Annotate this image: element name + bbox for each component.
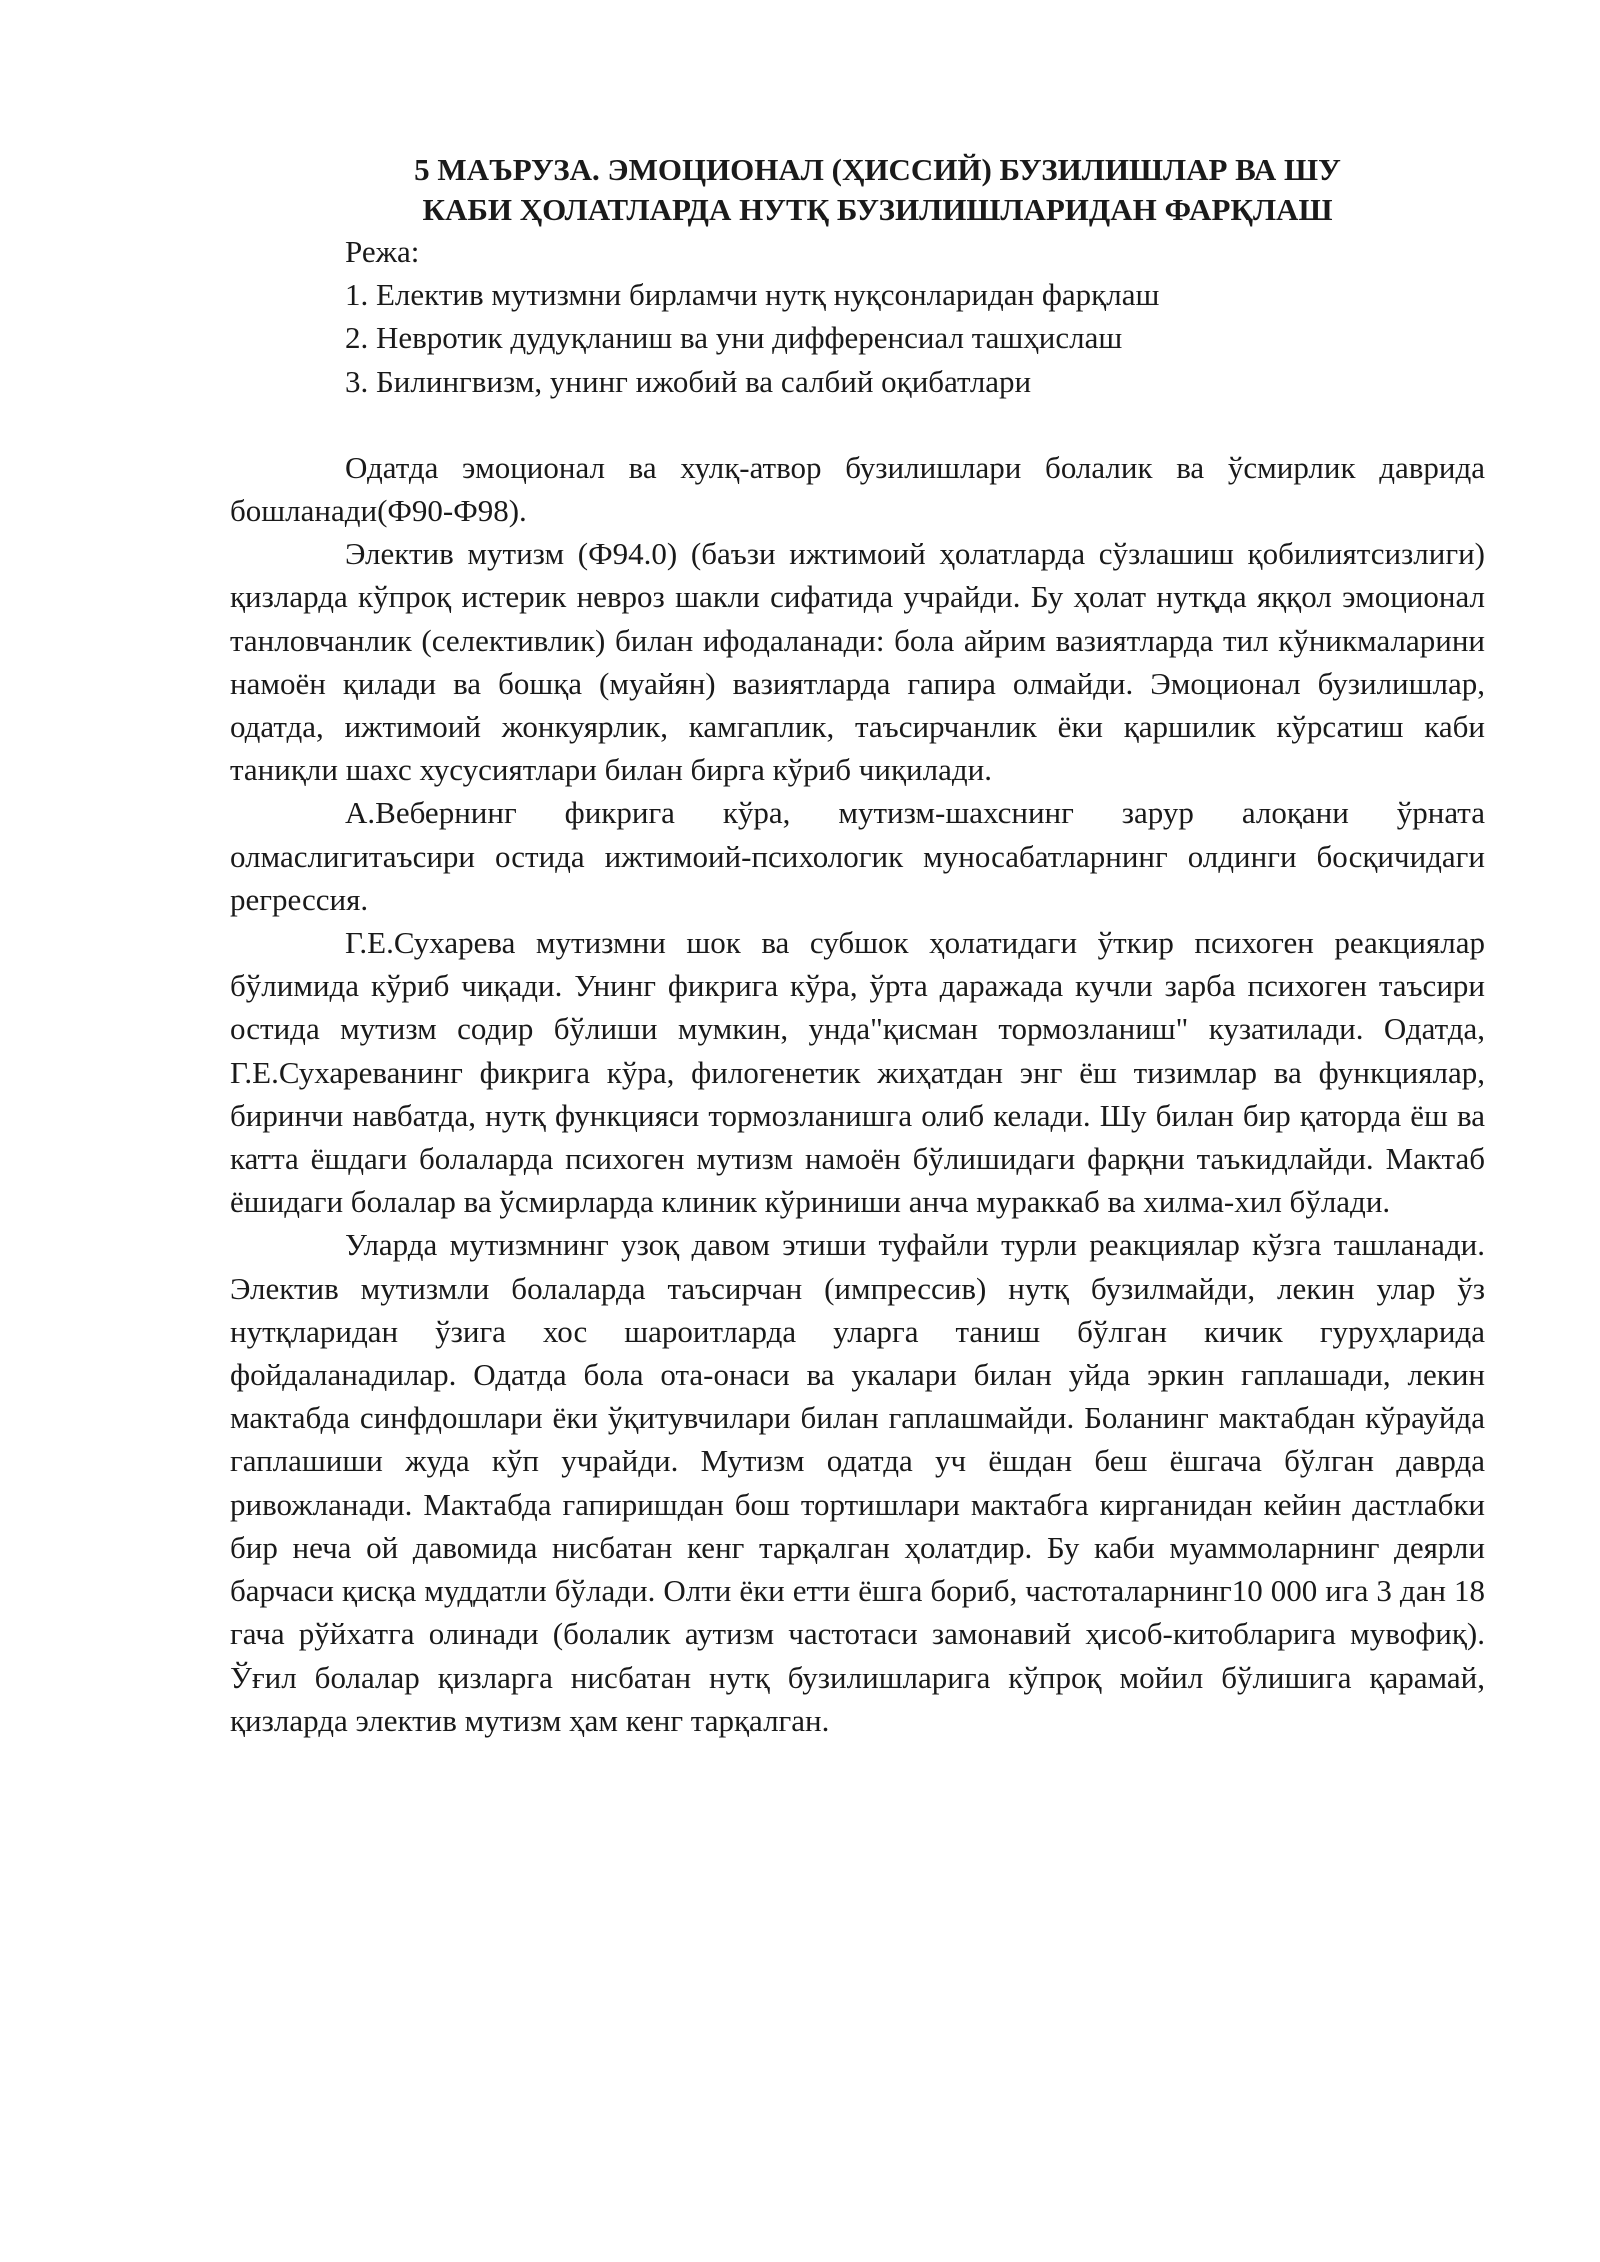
lecture-title bbox=[270, 150, 1485, 230]
title-line-2: КАБИ ҲОЛАТЛАРДА НУТҚ БУЗИЛИШЛАРИДАН ФАРҚЛАШ bbox=[422, 192, 1333, 227]
paragraph-5: Уларда мутизмнинг узоқ давом этиши туфайли турли реакциялар кўзга ташланади. Электив мутизмли болаларда таъсирчан (импрессив) нутқ бузилмайди, лекин улар ўз нутқларидан ўзига хос шароитларда уларга таниш бўлган кичик гуруҳларида фойдаланадилар. Одатда бола ота-онаси ва укалари билан уйда эркин гаплашади, лекин мактабда синфдошлари ёки ўқитувчилари билан гаплашмайди. Боланинг мактабдан кўрауйда гаплашиши жуда кўп учрайди. Мутизм одатда уч ёшдан беш ёшгача бўлган даврда ривожланади. Мактабда гапиришдан бош тортишлари мактабга кирганидан кейин дастлабки бир неча ой давомида нисбатан кенг тарқалган ҳолатдир. Бу каби муаммоларнинг деярли барчаси қисқа муддатли бўлади. Олти ёки етти ёшга бориб, частоталарнинг10 000 ига 3 дан 18 гача рўйхатга олинади (болалик аутизм частотаси замонавий ҳисоб-китобларига мувофиқ). Ўғил болалар қизларга нисбатан нутқ бузилишларига кўпроқ мойил бўлишига қарамай, қизларда электив мутизм ҳам кенг тарқалган. bbox=[230, 1227, 1485, 1738]
plan-heading: Режа: bbox=[345, 234, 420, 269]
plan-section bbox=[230, 230, 1485, 403]
plan-item-2: 2. Невротик дудуқланиш ва уни дифференсиал ташҳислаш bbox=[345, 320, 1123, 356]
plan-item-3: 3. Билингвизм, унинг ижобий ва салбий оқибатлари bbox=[345, 363, 1032, 399]
paragraph-1: Одатда эмоционал ва хулқ-атвор бузилишлари болалик ва ўсмирлик даврида бошланади(Ф90-Ф98). bbox=[230, 449, 1485, 529]
paragraph-4: Г.Е.Сухарева мутизмни шок ва субшок ҳолатидаги ўткир психоген реакциялар бўлимида кўриб чиқади. Унинг фикрига кўра, ўрта даражада кучли зарба психоген таъсири остида мутизм содир бўлиши мумкин, унда"қисман тормозланиш" кузатилади. Одатда, Г.Е.Сухареванинг фикрига кўра, филогенетик жиҳатдан энг ёш тизимлар ва функциялар, биринчи навбатда, нутқ функцияси тормозланишга олиб келади. Шу билан бир қаторда ёш ва катта ёшдаги болаларда психоген мутизм намоён бўлишидаги фарқни таъкидлайди. Мактаб ёшидаги болалар ва ўсмирларда клиник кўриниши анча мураккаб ва хилма-хил бўлади. bbox=[230, 925, 1485, 1220]
paragraph-2: Электив мутизм (Ф94.0) (баъзи ижтимоий ҳолатларда сўзлашиш қобилиятсизлиги) қизларда кўпроқ истерик невроз шакли сифатида учрайди. Бу ҳолат нутқда яққол эмоционал танловчанлик (селективлик) билан ифодаланади: бола айрим вазиятларда тил кўникмаларини намоён қилади ва бошқа (муайян) вазиятларда гапира олмайди. Эмоционал бузилишлар, одатда, ижтимоий жонкуярлик, камгаплик, таъсирчанлик ёки қаршилик кўрсатиш каби таниқли шахс хусусиятлари билан бирга кўриб чиқилади. bbox=[230, 536, 1485, 788]
plan-item-1: 1. Електив мутизмни бирламчи нутқ нуқсонларидан фарқлаш bbox=[345, 277, 1160, 313]
section-spacer bbox=[230, 403, 1485, 446]
document-body bbox=[230, 150, 1485, 1742]
paragraph-3: А.Вебернинг фикрига кўра, мутизм-шахснинг зарур алоқани ўрната олмаслигитаъсири остида ижтимоий-психологик муносабатларнинг олдинги босқичидаги регрессия. bbox=[230, 795, 1485, 917]
title-line-1: 5 МАЪРУЗА. ЭМОЦИОНАЛ (ҲИССИЙ) БУЗИЛИШЛАР ВА ШУ bbox=[414, 152, 1341, 187]
